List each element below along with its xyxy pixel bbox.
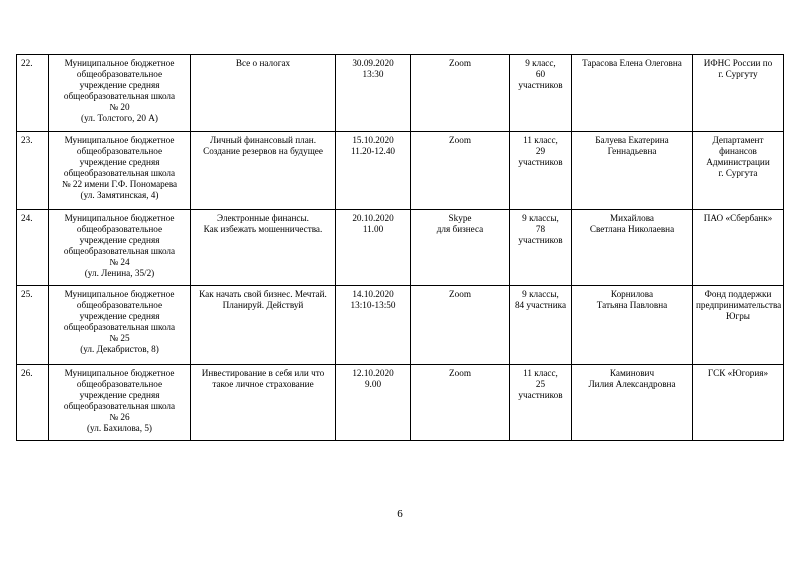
participants: 9 классы, 84 участника	[514, 289, 567, 310]
topic: Как начать свой бизнес. Мечтай. Планируй. Действуй	[199, 289, 327, 310]
topic-cell	[191, 365, 336, 441]
participants: 9 класс, 60 участников	[518, 58, 563, 90]
organization: Фонд поддержки предпринимательства Югры	[696, 289, 782, 321]
organization: ПАО «Сбербанк»	[703, 213, 773, 223]
organization-cell	[693, 210, 784, 286]
topic-cell	[191, 132, 336, 210]
row-number: 22.	[17, 55, 49, 132]
school-cell	[49, 286, 191, 365]
platform: Zoom	[449, 135, 471, 145]
platform-cell	[411, 365, 510, 441]
school-name: Муниципальное бюджетное общеобразовательное учреждение средняя общеобразовательная школа № 24 (ул. Ленина, 35/2)	[63, 213, 176, 278]
participants-cell	[510, 286, 572, 365]
page-number: 6	[397, 508, 403, 520]
participants-cell	[510, 55, 572, 132]
organization: Департамент финансов Администрации г. Сургута	[706, 135, 770, 178]
school-cell	[49, 210, 191, 286]
platform: Zoom	[449, 58, 471, 68]
table-row	[17, 365, 784, 441]
datetime-cell	[336, 55, 411, 132]
topic-cell	[191, 55, 336, 132]
topic-cell	[191, 210, 336, 286]
platform-cell	[411, 210, 510, 286]
organization-cell	[693, 132, 784, 210]
participants-cell	[510, 132, 572, 210]
organization-cell	[693, 55, 784, 132]
datetime-cell	[336, 286, 411, 365]
datetime-cell	[336, 132, 411, 210]
platform-cell	[411, 55, 510, 132]
speaker-cell	[572, 210, 693, 286]
events-table	[16, 54, 784, 441]
organization: ИФНС России по г. Сургуту	[703, 58, 773, 79]
school-name: Муниципальное бюджетное общеобразовательное учреждение средняя общеобразовательная школа № 25 (ул. Декабристов, 8)	[63, 289, 176, 354]
row-number: 25.	[17, 286, 49, 365]
table-row	[17, 210, 784, 286]
speaker: Балуева Екатерина Геннадьевна	[595, 135, 669, 156]
datetime: 15.10.2020 11.20-12.40	[350, 135, 396, 156]
datetime: 30.09.2020 13:30	[352, 58, 394, 79]
topic-cell	[191, 286, 336, 365]
table-row	[17, 132, 784, 210]
platform-cell	[411, 132, 510, 210]
school-name: Муниципальное бюджетное общеобразовательное учреждение средняя общеобразовательная школа № 22 имени Г.Ф. Пономарева (ул. Замятинская, 4)	[61, 135, 178, 200]
participants: 11 класс, 25 участников	[518, 368, 563, 400]
organization-cell	[693, 365, 784, 441]
platform: Zoom	[449, 368, 471, 378]
speaker-cell	[572, 286, 693, 365]
speaker: Корнилова Татьяна Павловна	[596, 289, 668, 310]
topic: Все о налогах	[235, 58, 291, 68]
speaker-cell	[572, 132, 693, 210]
school-cell	[49, 55, 191, 132]
topic: Инвестирование в себя или что такое личное страхование	[201, 368, 325, 389]
speaker-cell	[572, 55, 693, 132]
datetime-cell	[336, 365, 411, 441]
table-row	[17, 286, 784, 365]
platform: Zoom	[449, 289, 471, 299]
school-name: Муниципальное бюджетное общеобразовательное учреждение средняя общеобразовательная школа № 26 (ул. Бахилова, 5)	[63, 368, 176, 433]
datetime: 14.10.2020 13:10-13:50	[350, 289, 396, 310]
school-cell	[49, 132, 191, 210]
datetime: 12.10.2020 9.00	[352, 368, 394, 389]
row-number: 26.	[17, 365, 49, 441]
speaker: Тарасова Елена Олеговна	[582, 58, 682, 68]
topic: Личный финансовый план. Создание резервов на будущее	[203, 135, 323, 156]
datetime-cell	[336, 210, 411, 286]
row-number: 24.	[17, 210, 49, 286]
datetime: 20.10.2020 11.00	[352, 213, 394, 234]
organization-cell	[693, 286, 784, 365]
row-number: 23.	[17, 132, 49, 210]
speaker: Каминович Лилия Александровна	[588, 368, 676, 389]
speaker: Михайлова Светлана Николаевна	[589, 213, 675, 234]
participants-cell	[510, 210, 572, 286]
platform-cell	[411, 286, 510, 365]
participants: 9 классы, 78 участников	[518, 213, 563, 245]
topic: Электронные финансы. Как избежать мошенничества.	[203, 213, 323, 234]
participants-cell	[510, 365, 572, 441]
organization: ГСК «Югория»	[707, 368, 769, 378]
table-row	[17, 55, 784, 132]
participants: 11 класс, 29 участников	[518, 135, 563, 167]
school-name: Муниципальное бюджетное общеобразовательное учреждение средняя общеобразовательная школа № 20 (ул. Толстого, 20 А)	[63, 58, 176, 123]
school-cell	[49, 365, 191, 441]
speaker-cell	[572, 365, 693, 441]
platform: Skype для бизнеса	[436, 213, 484, 234]
